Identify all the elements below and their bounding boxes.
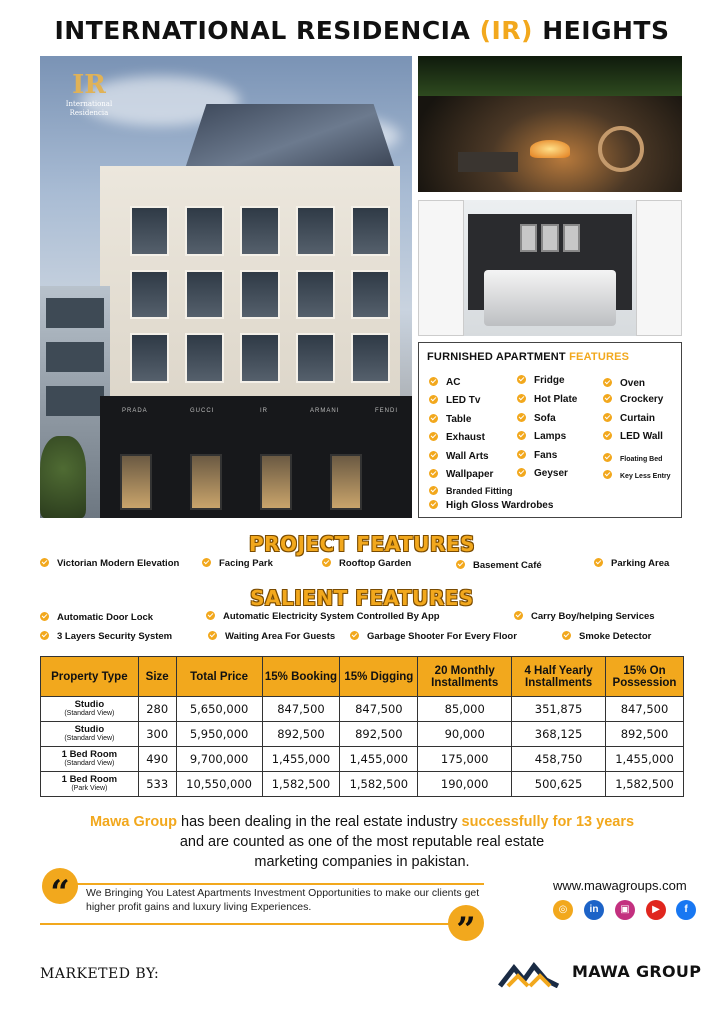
cell-type: Studio (Standard View)	[41, 697, 139, 722]
check-icon	[603, 453, 612, 462]
company-statement: Mawa Group has been dealing in the real estate industry successfully for 13 years and are counted as one of the most reputable real estate marketing companies in pakistan.	[89, 814, 635, 870]
cell-digging: 1,455,000	[340, 747, 418, 772]
check-icon	[603, 431, 612, 440]
facebook-icon[interactable]: f	[676, 900, 696, 920]
furnished-features-box	[418, 342, 682, 518]
check-icon	[562, 631, 571, 640]
store-sign: IR	[260, 408, 268, 414]
store-sign: GUCCI	[190, 408, 215, 414]
salient-feature: Smoke Detector	[562, 631, 651, 642]
cell-type: Studio (Standard View)	[41, 722, 139, 747]
payment-plan-table	[40, 656, 684, 797]
project-feature: Victorian Modern Elevation	[40, 558, 179, 569]
check-icon	[603, 394, 612, 403]
cell-monthly: 175,000	[418, 747, 512, 772]
check-icon	[429, 486, 438, 495]
col-digging: 15% Digging	[340, 657, 418, 697]
check-icon	[322, 558, 331, 567]
cell-booking: 892,500	[262, 722, 340, 747]
col-property-type: Property Type	[41, 657, 139, 697]
feature-item: Hot Plate	[517, 394, 577, 405]
check-icon	[517, 375, 526, 384]
table-row	[41, 722, 684, 747]
check-icon	[517, 468, 526, 477]
title-suffix: HEIGHTS	[542, 16, 670, 45]
logo-line2: Residencia	[69, 109, 109, 117]
salient-features-heading: SALIENT FEATURES	[250, 586, 474, 610]
col-booking: 15% Booking	[262, 657, 340, 697]
check-icon	[429, 500, 438, 509]
table-row	[41, 697, 684, 722]
feature-item: Crockery	[603, 394, 663, 405]
cell-size: 300	[138, 722, 176, 747]
instagram-icon[interactable]: ▣	[615, 900, 635, 920]
salient-feature: Automatic Door Lock	[40, 612, 153, 623]
mawa-logo-icon	[498, 958, 560, 988]
check-icon	[208, 631, 217, 640]
table-header-row	[41, 657, 684, 697]
check-icon	[514, 611, 523, 620]
salient-feature: Waiting Area For Guests	[208, 631, 335, 642]
web-icon[interactable]: ◎	[553, 900, 573, 920]
title-ir: (IR)	[479, 16, 533, 45]
feature-item: Wall Arts	[429, 451, 489, 462]
table-row	[41, 747, 684, 772]
col-monthly: 20 Monthly Installments	[418, 657, 512, 697]
statement-accent: successfully for 13 years	[461, 814, 635, 830]
ir-logo	[54, 70, 124, 118]
col-possession: 15% On Possession	[606, 657, 684, 697]
feature-item: Branded Fitting	[429, 486, 513, 496]
logo-mark: IR	[72, 70, 106, 100]
feature-item: Geyser	[517, 468, 568, 479]
statement-brand: Mawa Group	[89, 814, 177, 830]
cell-possession: 892,500	[606, 722, 684, 747]
feature-item: Curtain	[603, 413, 655, 424]
col-half-yearly: 4 Half Yearly Installments	[512, 657, 606, 697]
close-quote-icon: ”	[448, 905, 484, 941]
youtube-icon[interactable]: ▶	[646, 900, 666, 920]
check-icon	[517, 394, 526, 403]
cell-digging: 1,582,500	[340, 772, 418, 797]
check-icon	[40, 558, 49, 567]
salient-feature: 3 Layers Security System	[40, 631, 172, 642]
cell-possession: 1,455,000	[606, 747, 684, 772]
project-feature: Facing Park	[202, 558, 273, 569]
check-icon	[429, 469, 438, 478]
check-icon	[603, 413, 612, 422]
feature-item: Fans	[517, 450, 557, 461]
check-icon	[206, 611, 215, 620]
check-icon	[429, 414, 438, 423]
cell-size: 490	[138, 747, 176, 772]
check-icon	[350, 631, 359, 640]
quote-top-line	[56, 883, 484, 885]
check-icon	[40, 631, 49, 640]
quote-text: We Bringing You Latest Apartments Investment Opportunities to make our clients get higher profit gains and luxury living Experiences.	[86, 887, 480, 913]
salient-feature: Automatic Electricity System Controlled By App	[206, 611, 440, 622]
cell-possession: 1,582,500	[606, 772, 684, 797]
project-features-heading: PROJECT FEATURES	[248, 532, 476, 556]
project-feature: Basement Café	[456, 560, 542, 571]
check-icon	[517, 431, 526, 440]
cell-half-yearly: 351,875	[512, 697, 606, 722]
cell-type: 1 Bed Room (Park View)	[41, 772, 139, 797]
cell-monthly: 90,000	[418, 722, 512, 747]
cell-monthly: 85,000	[418, 697, 512, 722]
mawa-group-name: MAWA GROUP	[572, 962, 702, 981]
feature-item: Wallpaper	[429, 469, 493, 480]
storefront	[100, 396, 412, 518]
tree	[40, 436, 86, 518]
salient-feature: Carry Boy/helping Services	[514, 611, 655, 622]
project-feature: Rooftop Garden	[322, 558, 411, 569]
building-image	[40, 56, 412, 518]
check-icon	[429, 395, 438, 404]
cell-monthly: 190,000	[418, 772, 512, 797]
check-icon	[603, 378, 612, 387]
store-sign: FENDI	[375, 408, 398, 414]
check-icon	[517, 450, 526, 459]
table-row	[41, 772, 684, 797]
feature-item: High Gloss Wardrobes	[429, 500, 553, 511]
bedroom-image	[418, 200, 682, 336]
feature-item: Oven	[603, 378, 645, 389]
check-icon	[456, 560, 465, 569]
cell-total: 10,550,000	[176, 772, 262, 797]
cell-size: 280	[138, 697, 176, 722]
cell-digging: 847,500	[340, 697, 418, 722]
cell-half-yearly: 500,625	[512, 772, 606, 797]
feature-item: Sofa	[517, 413, 556, 424]
check-icon	[429, 377, 438, 386]
feature-item: Table	[429, 414, 471, 425]
cell-size: 533	[138, 772, 176, 797]
check-icon	[429, 451, 438, 460]
open-quote-icon: “	[42, 868, 78, 904]
logo-line1: International	[65, 100, 113, 108]
cell-total: 9,700,000	[176, 747, 262, 772]
col-size: Size	[138, 657, 176, 697]
salient-feature: Garbage Shooter For Every Floor	[350, 631, 517, 642]
linkedin-icon[interactable]: in	[584, 900, 604, 920]
cell-booking: 1,582,500	[262, 772, 340, 797]
feature-item: Exhaust	[429, 432, 485, 443]
check-icon	[202, 558, 211, 567]
feature-item: LED Tv	[429, 395, 480, 406]
feature-item: LED Wall	[603, 431, 663, 442]
store-sign: PRADA	[122, 408, 148, 414]
rooftop-lounge-image	[418, 56, 682, 192]
check-icon	[429, 432, 438, 441]
check-icon	[594, 558, 603, 567]
website-link[interactable]: www.mawagroups.com	[553, 878, 687, 893]
quote-bottom-line	[40, 923, 456, 925]
check-icon	[40, 612, 49, 621]
furnished-features-title: FURNISHED APARTMENT FEATURES	[427, 351, 630, 363]
cell-total: 5,950,000	[176, 722, 262, 747]
feature-item: Floating Bed	[603, 453, 662, 463]
cell-half-yearly: 458,750	[512, 747, 606, 772]
cell-digging: 892,500	[340, 722, 418, 747]
feature-item: Key Less Entry	[603, 470, 671, 480]
cell-possession: 847,500	[606, 697, 684, 722]
cell-booking: 847,500	[262, 697, 340, 722]
title-main: INTERNATIONAL RESIDENCIA	[54, 16, 471, 45]
store-sign: ARMANI	[310, 408, 340, 414]
cell-total: 5,650,000	[176, 697, 262, 722]
check-icon	[603, 470, 612, 479]
feature-item: Fridge	[517, 375, 565, 386]
feature-item: AC	[429, 377, 460, 388]
project-feature: Parking Area	[594, 558, 669, 569]
cell-booking: 1,455,000	[262, 747, 340, 772]
cell-half-yearly: 368,125	[512, 722, 606, 747]
marketed-by-label: MARKETED BY:	[40, 966, 160, 982]
cell-type: 1 Bed Room (Standard View)	[41, 747, 139, 772]
page-title	[0, 16, 724, 45]
check-icon	[517, 413, 526, 422]
col-total-price: Total Price	[176, 657, 262, 697]
feature-item: Lamps	[517, 431, 566, 442]
